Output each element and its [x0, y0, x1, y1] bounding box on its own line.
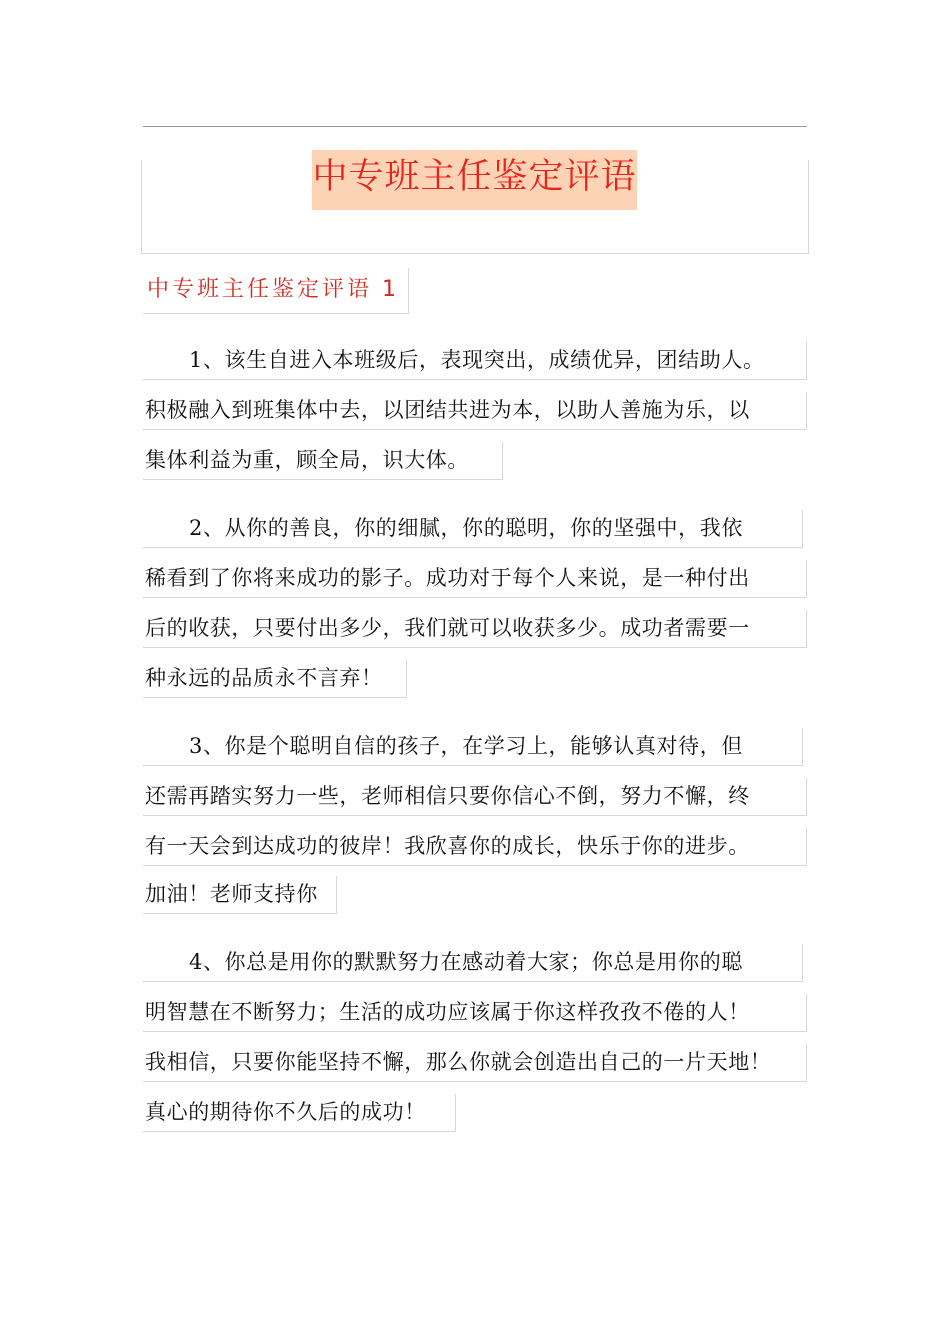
document-title: 中专班主任鉴定评语 — [312, 150, 637, 210]
paragraph-2-line-2: 稀看到了你将来成功的影子。成功对于每个人来说，是一种付出 — [143, 560, 807, 598]
paragraph-1-line-1: 1、该生自进入本班级后，表现突出，成绩优异，团结助人。 — [143, 342, 807, 380]
paragraph-4-line-2: 明智慧在不断努力；生活的成功应该属于你这样孜孜不倦的人！ — [143, 994, 807, 1032]
paragraph-2-line-3: 后的收获，只要付出多少，我们就可以收获多少。成功者需要一 — [143, 610, 807, 648]
paragraph-2-line-4: 种永远的品质永不言弃！ — [143, 660, 407, 698]
paragraph-4-line-3: 我相信，只要你能坚持不懈，那么你就会创造出自己的一片天地！ — [143, 1044, 807, 1082]
paragraph-4-line-4: 真心的期待你不久后的成功！ — [143, 1094, 456, 1132]
paragraph-3-line-4: 加油！老师支持你 — [143, 876, 337, 914]
paragraph-3-line-3: 有一天会到达成功的彼岸！我欣喜你的成长，快乐于你的进步。 — [143, 828, 807, 866]
paragraph-1-line-3: 集体利益为重，顾全局，识大体。 — [143, 442, 503, 480]
paragraph-4-line-1: 4、你总是用你的默默努力在感动着大家；你总是用你的聪 — [143, 944, 803, 982]
paragraph-3-line-1: 3、你是个聪明自信的孩子，在学习上，能够认真对待，但 — [143, 728, 803, 766]
header-rule — [143, 126, 807, 127]
section-heading: 中专班主任鉴定评语 1 — [143, 268, 409, 314]
paragraph-2-line-1: 2、从你的善良，你的细腻，你的聪明，你的坚强中，我依 — [143, 510, 803, 548]
paragraph-3-line-2: 还需再踏实努力一些，老师相信只要你信心不倒，努力不懈，终 — [143, 778, 807, 816]
paragraph-1-line-2: 积极融入到班集体中去，以团结共进为本，以助人善施为乐，以 — [143, 392, 807, 430]
